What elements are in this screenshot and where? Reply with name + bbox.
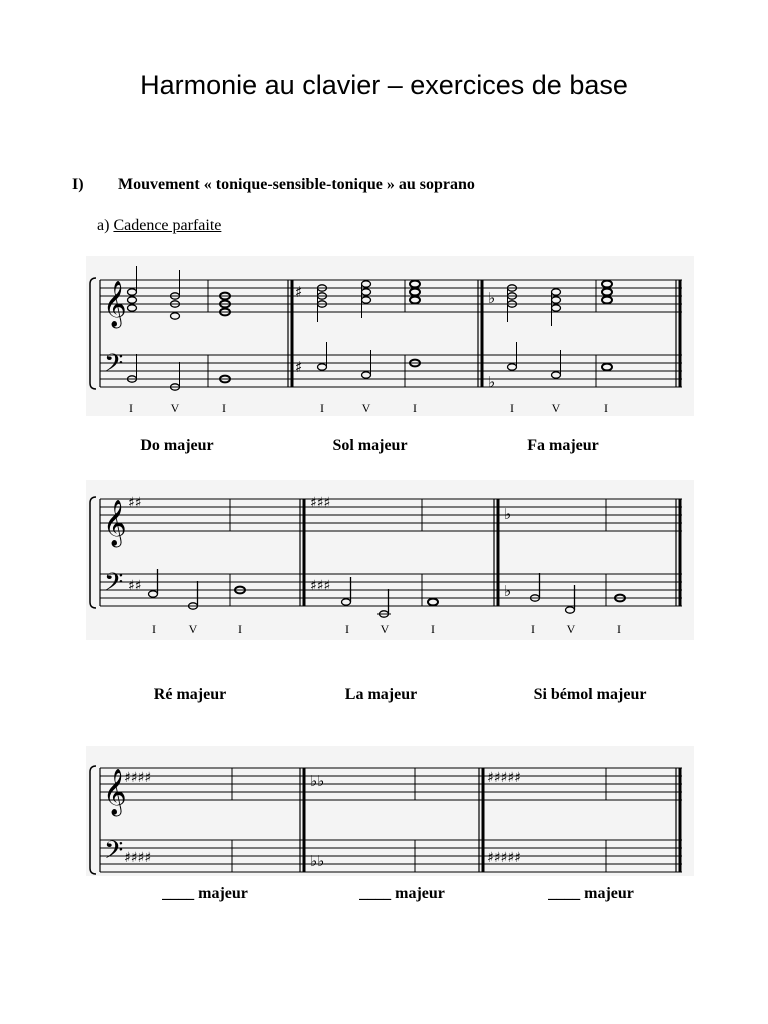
subsection-letter: a) <box>97 217 110 234</box>
degree-label: I <box>617 622 621 636</box>
section-title: Mouvement « tonique-sensible-tonique » au soprano <box>118 176 475 193</box>
treble-clef-icon: 𝄞 <box>103 281 127 327</box>
degree-label: I <box>604 401 608 415</box>
flat-icon: ♭♭ <box>310 772 325 790</box>
sharp-icon: ♯♯♯♯ <box>124 850 152 866</box>
key-label: Si bémol majeur <box>533 686 647 703</box>
sharp-icon: ♯ <box>295 283 303 301</box>
degree-label: I <box>531 622 535 636</box>
treble-clef-icon: 𝄞 <box>103 769 127 815</box>
blank-key-label: ____ majeur <box>162 885 248 902</box>
degree-label: I <box>238 622 242 636</box>
key-label: Sol majeur <box>332 437 408 454</box>
degree-label: I <box>510 401 514 415</box>
flat-icon: ♭ <box>488 289 496 307</box>
bass-clef-icon: 𝄢 <box>104 349 124 384</box>
treble-clef-icon: 𝄞 <box>103 500 127 546</box>
degree-label: V <box>188 622 198 636</box>
system-2-background <box>86 480 694 640</box>
section-number: I) <box>72 176 84 193</box>
degree-label: I <box>431 622 435 636</box>
degree-label: I <box>320 401 324 415</box>
degree-label: V <box>170 401 180 415</box>
key-label: Ré majeur <box>153 686 227 703</box>
subsection-title: Cadence parfaite <box>113 217 222 234</box>
key-label: Do majeur <box>140 437 214 454</box>
blank-key-label: ____ majeur <box>359 885 445 902</box>
sharp-icon: ♯♯♯ <box>310 495 331 511</box>
degree-label: I <box>413 401 417 415</box>
degree-label: I <box>129 401 133 415</box>
degree-label: I <box>345 622 349 636</box>
bass-clef-icon: 𝄢 <box>104 568 124 603</box>
sharp-icon: ♯♯♯ <box>310 578 331 594</box>
sharp-icon: ♯♯♯♯♯ <box>487 850 521 866</box>
flat-icon: ♭ <box>504 505 512 523</box>
degree-label: I <box>222 401 226 415</box>
degree-label: V <box>361 401 371 415</box>
flat-icon: ♭ <box>504 582 512 600</box>
page-title: Harmonie au clavier – exercices de base <box>140 70 628 100</box>
sharp-icon: ♯ <box>295 358 303 376</box>
sharp-icon: ♯♯ <box>128 495 142 511</box>
degree-label: V <box>566 622 576 636</box>
bass-clef-icon: 𝄢 <box>104 836 124 871</box>
key-label: Fa majeur <box>527 437 599 454</box>
sharp-icon: ♯♯♯♯ <box>124 770 152 786</box>
key-label: La majeur <box>344 686 418 703</box>
degree-label: V <box>551 401 561 415</box>
flat-icon: ♭♭ <box>310 852 325 870</box>
degree-label: V <box>380 622 390 636</box>
degree-label: I <box>152 622 156 636</box>
blank-key-label: ____ majeur <box>548 885 634 902</box>
flat-icon: ♭ <box>488 373 496 391</box>
sharp-icon: ♯♯♯♯♯ <box>487 770 521 786</box>
sharp-icon: ♯♯ <box>128 578 142 594</box>
